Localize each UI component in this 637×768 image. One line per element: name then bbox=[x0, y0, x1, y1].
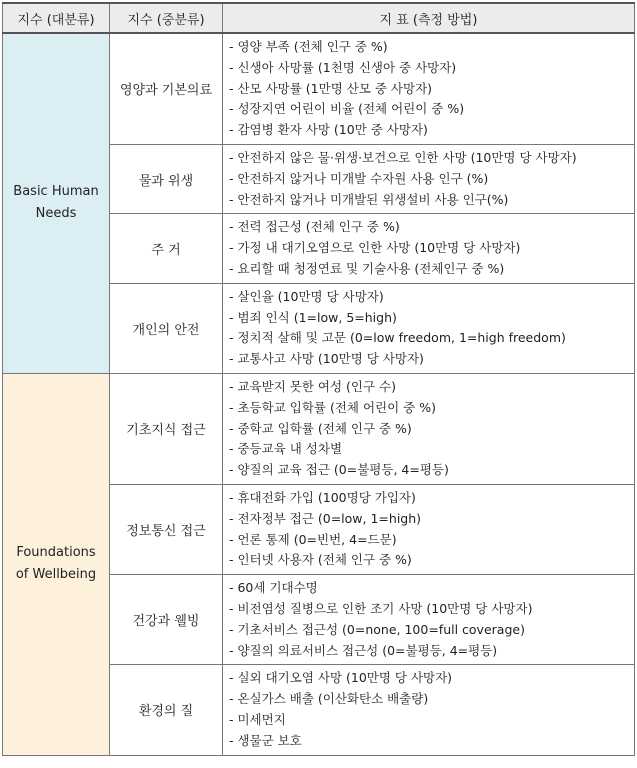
indicator-item: - 초등학교 입학률 (전체 어린이 중 %) bbox=[229, 399, 436, 415]
indicator-item: - 양질의 교육 접근 (0=불평등, 4=평등) bbox=[229, 462, 449, 478]
indicator-item: - 전력 접근성 (전체 인구 중 %) bbox=[229, 219, 400, 235]
sub-category-label: 건강과 웰빙 bbox=[110, 575, 223, 665]
indicator-item: - 양질의 의료서비스 접근성 (0=불평등, 4=평등) bbox=[229, 642, 498, 658]
indicator-item: - 가정 내 대기오염으로 인한 사망 (10만명 당 사망자) bbox=[229, 240, 521, 256]
major-category-label: of Wellbeing bbox=[15, 567, 97, 583]
sub-category-label: 환경의 질 bbox=[110, 665, 223, 755]
sub-category-label: 물과 위생 bbox=[110, 144, 223, 213]
indicator-item: - 중등교육 내 성차별 bbox=[229, 441, 343, 457]
indicator-item: - 기초서비스 접근성 (0=none, 100=full coverage) bbox=[229, 621, 525, 637]
sub-category-label: 정보통신 접근 bbox=[110, 484, 223, 574]
header-row bbox=[3, 3, 635, 33]
indicator-item: - 실외 대기오염 사망 (10만명 당 사망자) bbox=[229, 670, 453, 686]
indicator-item: - 안전하지 않거나 미개발 수자원 사용 인구 (%) bbox=[229, 170, 489, 186]
indicator-item: - 안전하지 않은 물·위생·보건으로 인한 사망 (10만명 당 사망자) bbox=[229, 149, 577, 165]
indicator-item: - 휴대전화 가입 (100명당 가입자) bbox=[229, 489, 416, 505]
sub-category-label: 주 거 bbox=[110, 214, 223, 283]
header-sub-category: 지수 (중분류) bbox=[110, 3, 223, 33]
sub-category-label: 개인의 안전 bbox=[110, 283, 223, 373]
table-body bbox=[3, 33, 635, 755]
sub-category-label: 기초지식 접근 bbox=[110, 373, 223, 484]
indicator-list bbox=[223, 144, 635, 213]
indicator-list bbox=[223, 214, 635, 283]
indicator-list bbox=[223, 484, 635, 574]
indicator-item: - 영양 부족 (전체 인구 중 %) bbox=[229, 39, 388, 54]
table-row bbox=[3, 373, 635, 484]
indicator-item: - 온실가스 배출 (이산화탄소 배출량) bbox=[229, 691, 429, 707]
sub-category-label: 영양과 기본의료 bbox=[110, 33, 223, 144]
indicator-item: - 안전하지 않거나 미개발된 위생설비 사용 인구(%) bbox=[229, 191, 509, 207]
indicator-list bbox=[223, 373, 635, 484]
indicator-item: - 생물군 보호 bbox=[229, 732, 302, 748]
indicator-item: - 언론 통제 (0=빈번, 4=드문) bbox=[229, 531, 397, 547]
indicator-list bbox=[223, 575, 635, 665]
major-category-label: Basic Human bbox=[13, 184, 99, 200]
indicator-item: - 교통사고 사망 (10만명 당 사망자) bbox=[229, 351, 424, 367]
indicator-item: - 60세 기대수명 bbox=[229, 580, 318, 596]
indicator-item: - 전자정부 접근 (0=low, 1=high) bbox=[229, 510, 422, 526]
indicator-item: - 신생아 사망률 (1천명 신생아 중 사망자) bbox=[229, 59, 457, 75]
indicator-list bbox=[223, 283, 635, 373]
major-category-cell bbox=[3, 33, 110, 373]
indicator-item: - 미세먼지 bbox=[229, 711, 286, 727]
indicator-item: - 인터넷 사용자 (전체 인구 중 %) bbox=[229, 552, 412, 568]
indicator-list bbox=[223, 665, 635, 755]
indicator-item: - 감염병 환자 사망 (10만 중 사망자) bbox=[229, 122, 428, 138]
indicator-item: - 요리할 때 청정연료 및 기술사용 (전체인구 중 %) bbox=[229, 260, 505, 276]
indicator-item: - 비전염성 질병으로 인한 조기 사망 (10만명 당 사망자) bbox=[229, 600, 533, 616]
table-row bbox=[3, 33, 635, 144]
indicator-item: - 살인율 (10만명 당 사망자) bbox=[229, 288, 384, 304]
indicator-item: - 정치적 살해 및 고문 (0=low freedom, 1=high freedom) bbox=[229, 330, 566, 346]
major-category-label: Foundations bbox=[16, 545, 96, 561]
major-category-cell bbox=[3, 373, 110, 755]
header-indicator: 지 표 (측정 방법) bbox=[223, 3, 635, 33]
major-category-label: Needs bbox=[35, 206, 77, 222]
indicator-item: - 산모 사망률 (1만명 산모 중 사망자) bbox=[229, 80, 433, 96]
indicator-item: - 범죄 인식 (1=low, 5=high) bbox=[229, 309, 397, 325]
indicator-item: - 교육받지 못한 여성 (인구 수) bbox=[229, 378, 396, 394]
indicator-list bbox=[223, 33, 635, 144]
indicator-item: - 중학교 입학률 (전체 인구 중 %) bbox=[229, 420, 412, 436]
indicator-item: - 성장지연 어린이 비율 (전체 어린이 중 %) bbox=[229, 101, 465, 117]
header-major-category: 지수 (대분류) bbox=[3, 3, 110, 33]
indicator-table bbox=[2, 2, 635, 756]
